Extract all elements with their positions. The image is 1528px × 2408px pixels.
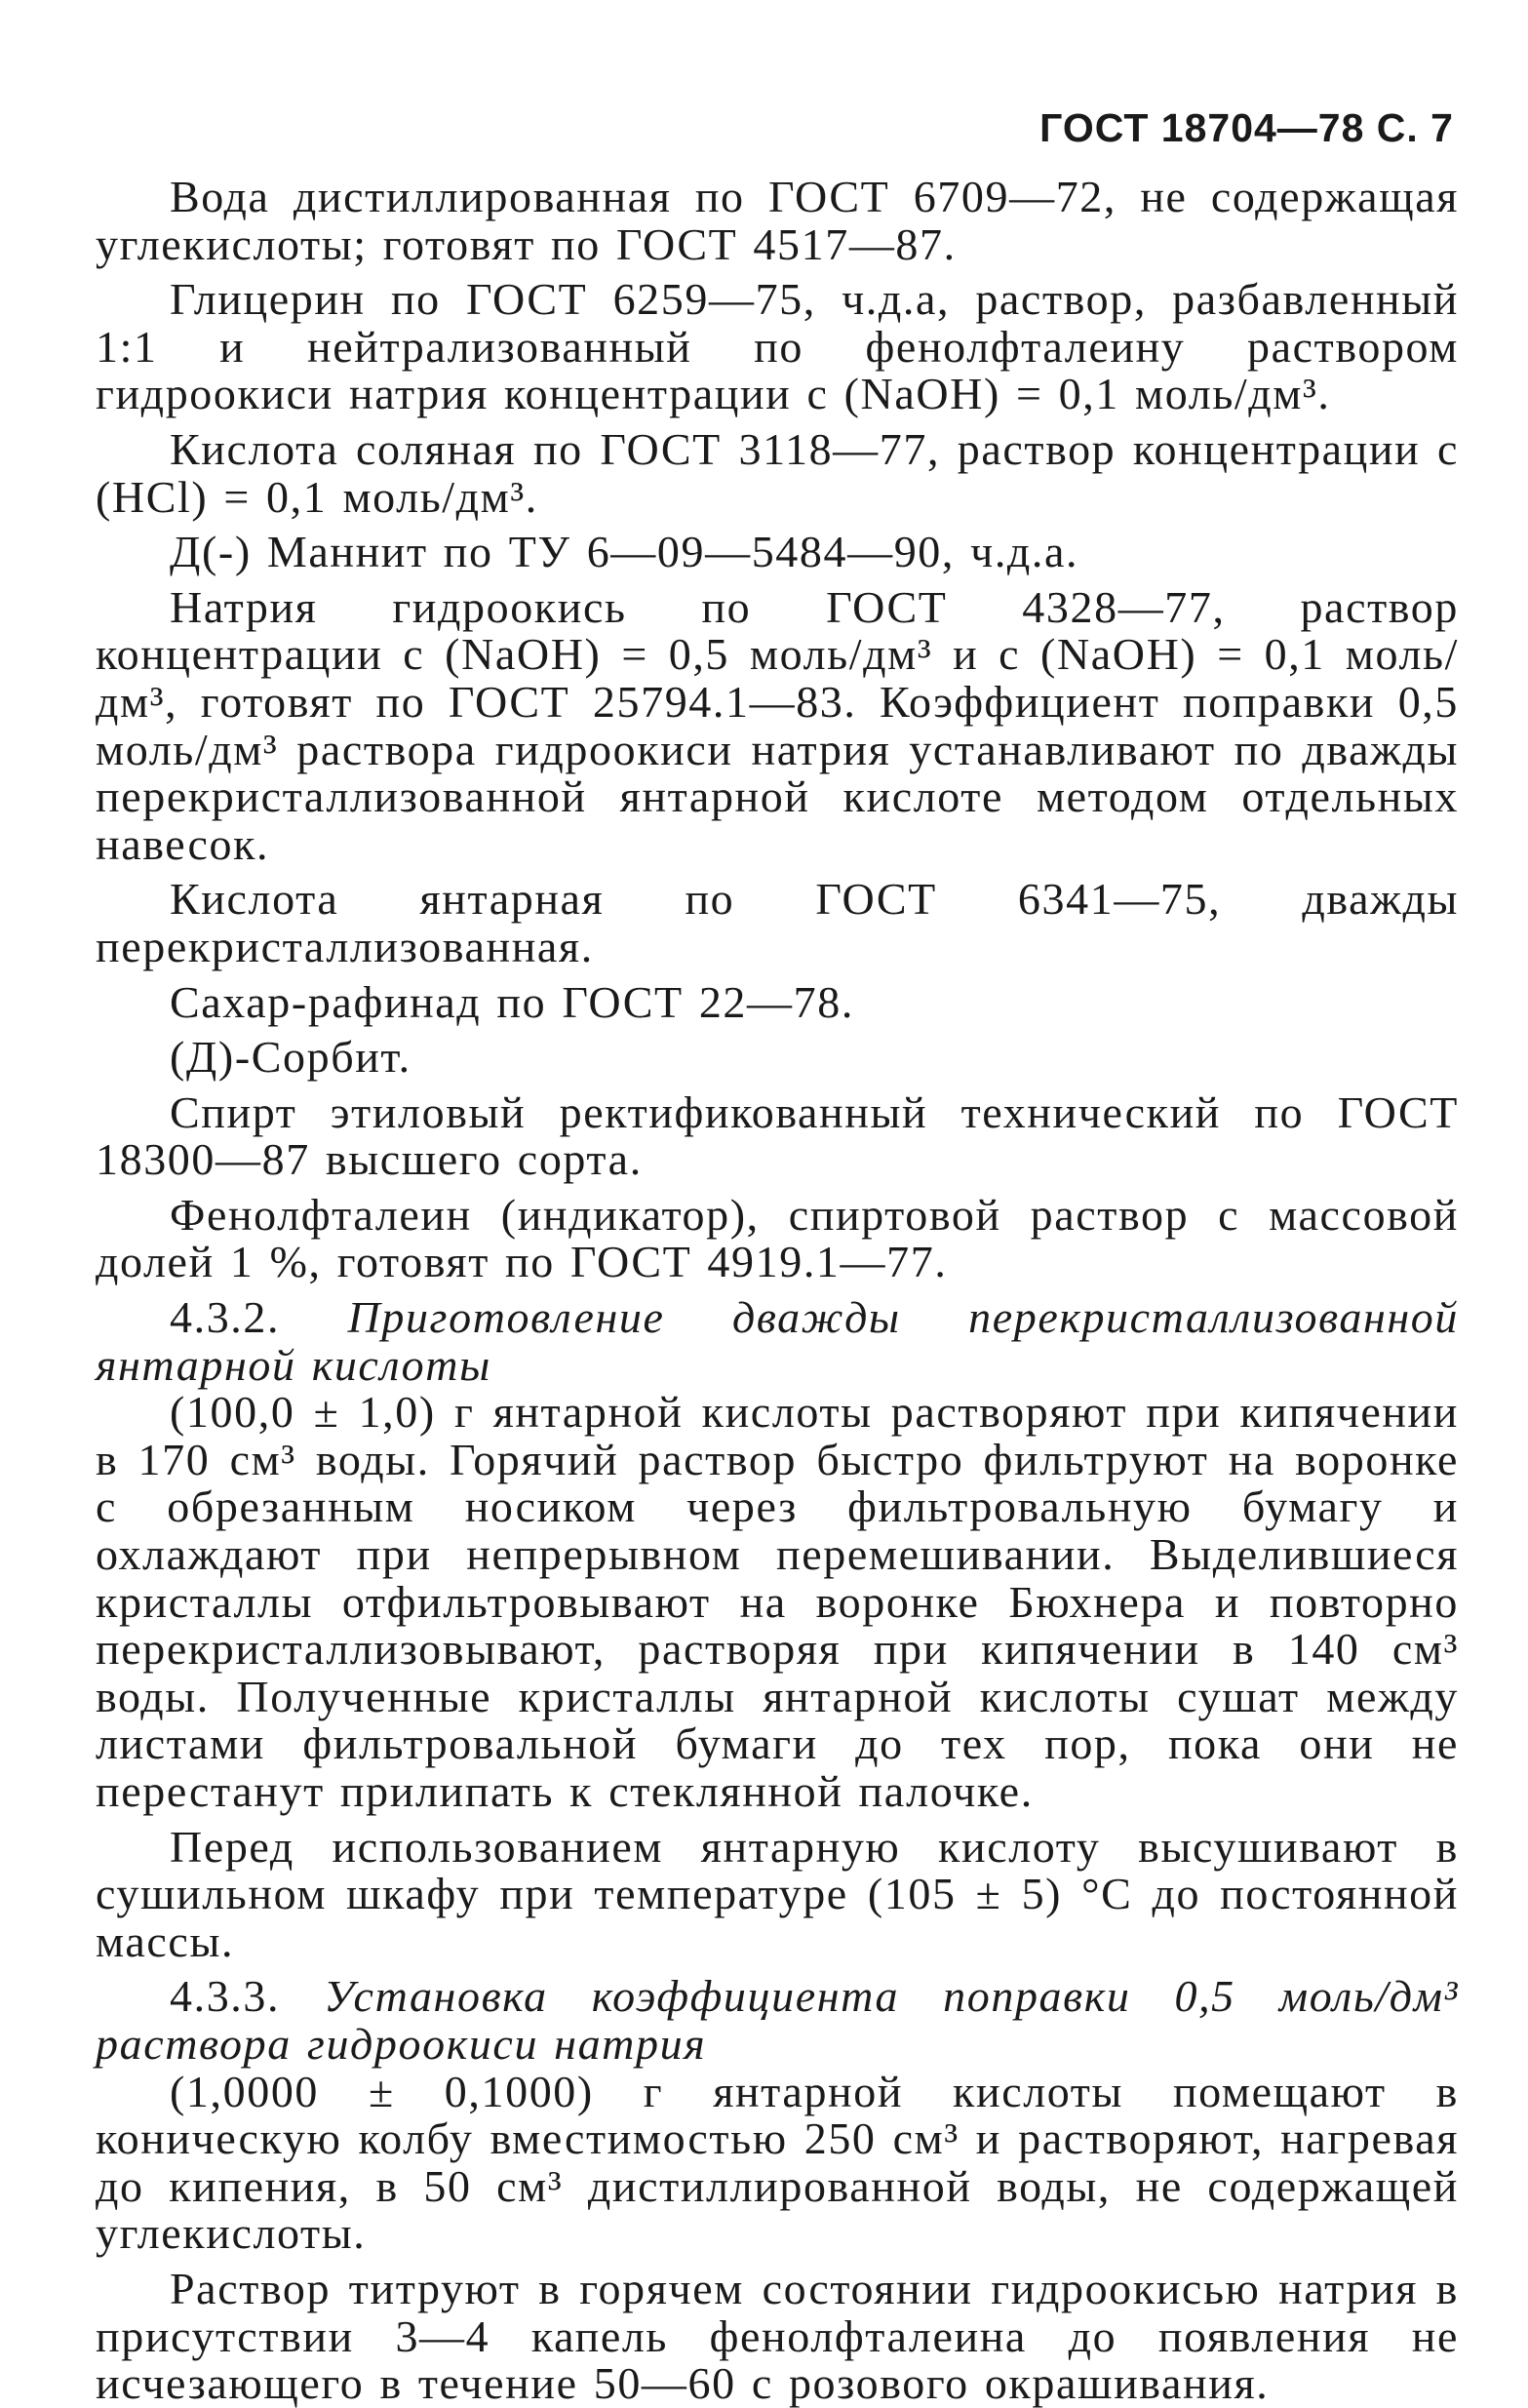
paragraph-recrystallization: (100,0 ± 1,0) г янтарной кислоты растворяют при кипячении в 170 см³ воды. Горячий раствор быстро фильтруют на воронке с обрезанным носиком через фильтровальную бумагу и охлаждают при непрерывном перемешивании. Выделившиеся кристаллы отфильтровывают на воронке Бюхнера и повторно перекристаллизовывают, растворяя при кипячении в 140 см³ воды. Полученные кристаллы янтарной кислоты сушат между листами фильтровальной бумаги до тех пор, пока они не перестанут прилипать к стеклянной палочке. — [96, 1387, 1459, 1816]
paragraph-water: Вода дистиллированная по ГОСТ 6709—72, не содержащая углекислоты; готовят по ГОСТ 4517—87. — [96, 172, 1459, 269]
section-title: Приготовление дважды перекристаллизованной янтарной кислоты — [96, 1292, 1459, 1390]
paragraph-ethanol: Спирт этиловый ректификованный технический по ГОСТ 18300—87 высшего сорта. — [96, 1086, 1459, 1185]
paragraph-drying: Перед использованием янтарную кислоту высушивают в сушильном шкафу при температуре (105 ± 5) °С до постоянной массы. — [96, 1821, 1459, 1966]
paragraph-glycerin: Глицерин по ГОСТ 6259—75, ч.д.а, раствор, разбавленный 1:1 и нейтрализованный по фенолфталеину раствором гидроокиси натрия концентрации с (NaOH) = 0,1 моль/дм³. — [96, 274, 1459, 419]
section-heading-4-3-3 — [96, 1973, 1459, 2068]
paragraph-succinic-acid: Кислота янтарная по ГОСТ 6341—75, дважды перекристаллизованная. — [96, 874, 1459, 971]
section-number: 4.3.2. — [170, 1292, 281, 1343]
paragraph-hydrochloric-acid: Кислота соляная по ГОСТ 3118—77, раствор концентрации с (HCl) = 0,1 моль/дм³. — [96, 423, 1459, 522]
document-body — [96, 174, 1459, 2408]
section-heading-4-3-2 — [96, 1294, 1459, 1389]
paragraph-sugar: Сахар-рафинад по ГОСТ 22—78. — [170, 976, 854, 1027]
paragraph-weighing: (1,0000 ± 0,1000) г янтарной кислоты помещают в коническую колбу вместимостью 250 см³ и растворяют, нагревая до кипения, в 50 см³ дистиллированной воды, не содержащей углекислоты. — [96, 2066, 1459, 2259]
paragraph-sorbitol: (Д)-Сорбит. — [170, 1032, 411, 1083]
paragraph-titration: Раствор титруют в горячем состоянии гидроокисью натрия в присутствии 3—4 капель фенолфталеина до появления не исчезающего в течение 50—60 с розового окрашивания. — [96, 2263, 1459, 2408]
section-title: Установка коэффициента поправки 0,5 моль/дм³ раствора гидроокиси натрия — [96, 1971, 1460, 2069]
paragraph-sodium-hydroxide: Натрия гидроокись по ГОСТ 4328—77, раствор концентрации с (NaOH) = 0,5 моль/дм³ и с (NaOH) = 0,1 моль/дм³, готовят по ГОСТ 25794.1—83. Коэффициент поправки 0,5 моль/дм³ раствора гидроокиси натрия устанавливают по дважды перекристаллизованной янтарной кислоте методом отдельных навесок. — [96, 581, 1459, 869]
page-header: ГОСТ 18704—78 С. 7 — [1039, 105, 1454, 150]
paragraph-phenolphthalein: Фенолфталеин (индикатор), спиртовой раствор с массовой долей 1 %, готовят по ГОСТ 4919.1—77. — [96, 1189, 1459, 1287]
section-number: 4.3.3. — [170, 1971, 281, 2022]
paragraph-mannitol: Д(-) Маннит по ТУ 6—09—5484—90, ч.д.а. — [170, 527, 1079, 577]
